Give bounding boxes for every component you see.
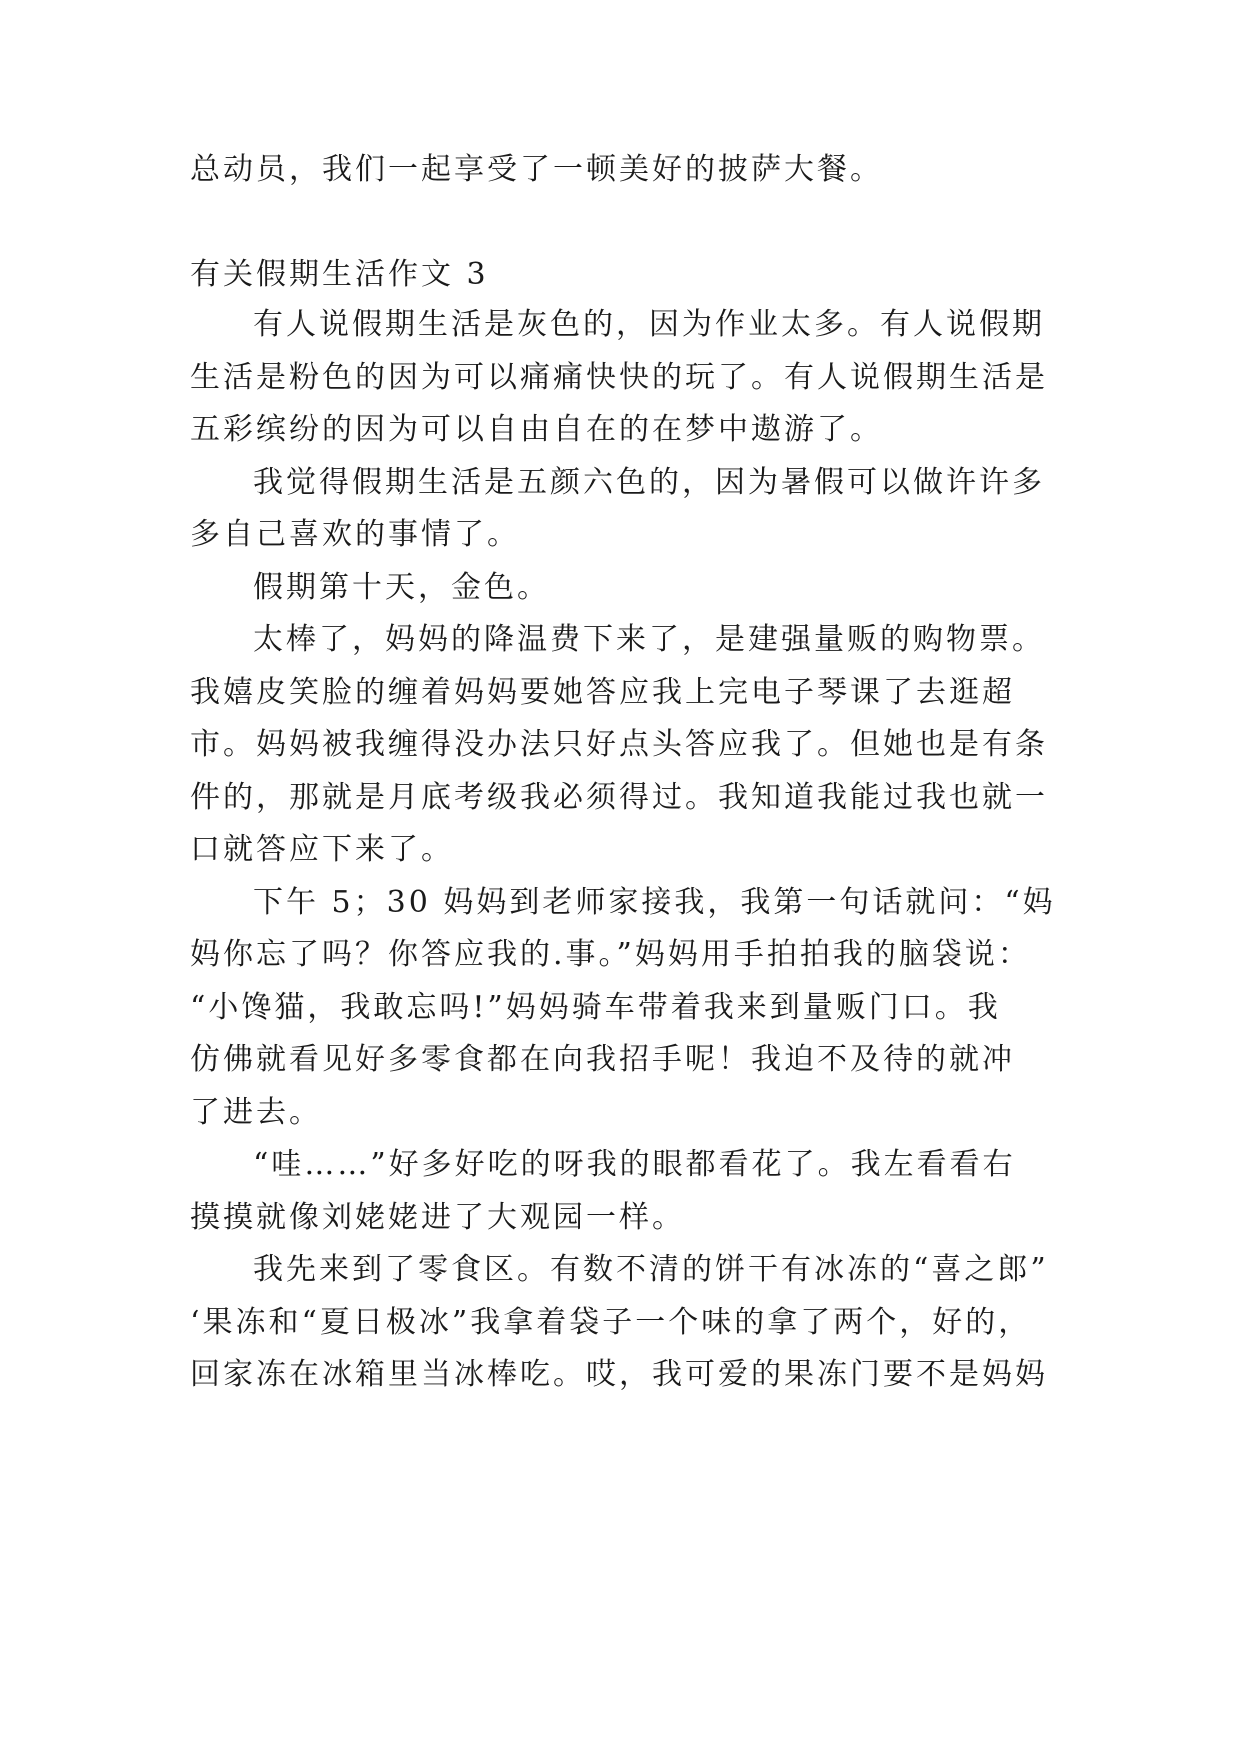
text-line: 太棒了，妈妈的降温费下来了，是建强量贩的购物票。 xyxy=(253,622,1045,657)
text-line: 多自己喜欢的事情了。 xyxy=(190,517,520,552)
text-line: 口就答应下来了。 xyxy=(190,832,454,867)
text-line: 回家冻在冰箱里当冰棒吃。哎，我可爱的果冻门要不是妈妈 xyxy=(190,1357,1048,1392)
text-line: 件的，那就是月底考级我必须得过。我知道我能过我也就一 xyxy=(190,780,1048,815)
text-line: 生活是粉色的因为可以痛痛快快的玩了。有人说假期生活是 xyxy=(190,360,1048,395)
text-line: 我觉得假期生活是五颜六色的，因为暑假可以做许许多 xyxy=(253,465,1045,500)
text-line: 下午 5；30 妈妈到老师家接我，我第一句话就问：“妈 xyxy=(253,885,1056,920)
text-line: 了进去。 xyxy=(190,1095,322,1130)
text-line: 总动员，我们一起享受了一顿美好的披萨大餐。 xyxy=(190,152,883,187)
text-line: “小馋猫，我敢忘吗!”妈妈骑车带着我来到量贩门口。我 xyxy=(190,990,1001,1025)
text-line: 我先来到了零食区。有数不清的饼干有冰冻的“喜之郎” xyxy=(253,1252,1049,1287)
text-line: 有人说假期生活是灰色的，因为作业太多。有人说假期 xyxy=(253,307,1045,342)
text-line: 我嬉皮笑脸的缠着妈妈要她答应我上完电子琴课了去逛超 xyxy=(190,675,1015,710)
text-line: 五彩缤纷的因为可以自由自在的在梦中遨游了。 xyxy=(190,412,883,447)
section-heading: 有关假期生活作文 3 xyxy=(190,257,489,292)
text-line: 市。妈妈被我缠得没办法只好点头答应我了。但她也是有条 xyxy=(190,727,1048,762)
text-line: ‘果冻和“夏日极冰”我拿着袋子一个味的拿了两个，好的， xyxy=(190,1305,1032,1340)
text-line: 假期第十天，金色。 xyxy=(253,570,550,605)
text-line: 妈你忘了吗？你答应我的.事。”妈妈用手拍拍我的脑袋说： xyxy=(190,937,1031,972)
text-line: 仿佛就看见好多零食都在向我招手呢！我迫不及待的就冲 xyxy=(190,1042,1015,1077)
text-line: 摸摸就像刘姥姥进了大观园一样。 xyxy=(190,1200,685,1235)
text-line: “哇……”好多好吃的呀我的眼都看花了。我左看看右 xyxy=(253,1147,1016,1182)
